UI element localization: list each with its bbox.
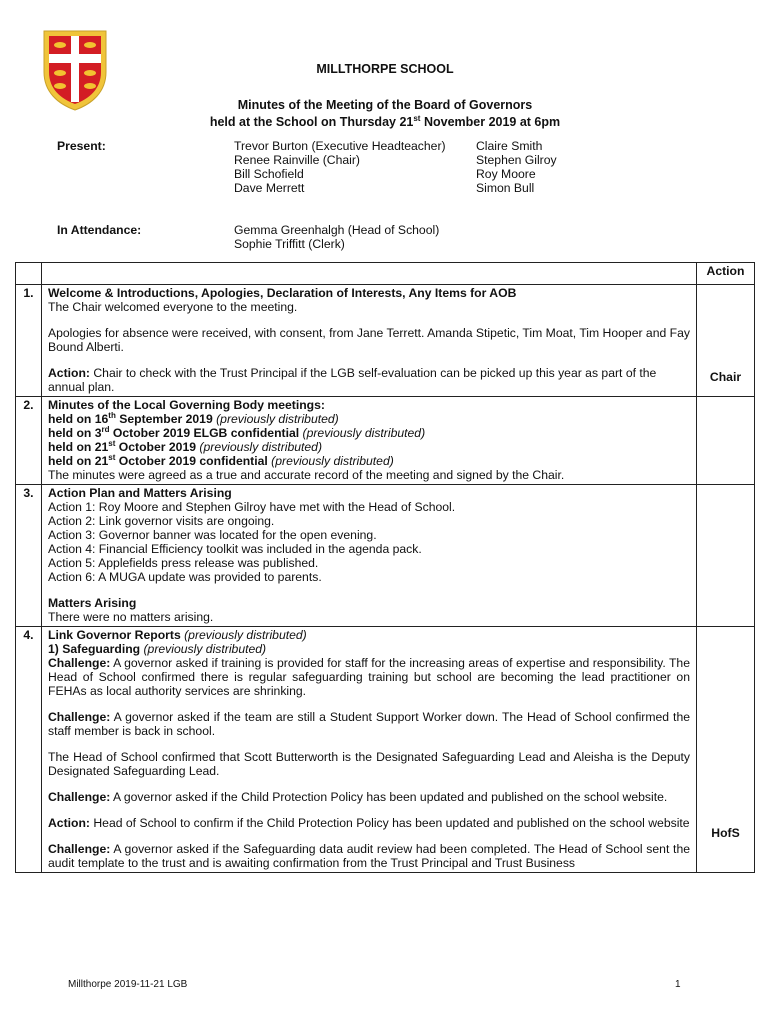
present-name: Renee Rainville (Chair) [234, 153, 360, 167]
present-name: Dave Merrett [234, 181, 305, 195]
meeting-line: held on 16th September 2019 (previously distributed) [48, 410, 339, 426]
present-column-1 [234, 139, 446, 195]
item-body [42, 285, 697, 397]
action-owner: Chair [709, 370, 742, 384]
footer-document-id: Millthorpe 2019-11-21 LGB [68, 979, 188, 990]
meeting-title: Minutes of the Meeting of the Board of Governors [237, 98, 533, 112]
paragraph: Apologies for absence were received, with consent, from Jane Terrett. Amanda Stipetic, Tim Moat, Tim Hooper and Fay Bound Alberti. [48, 326, 690, 354]
challenge-paragraph: Challenge: A governor asked if the team are still a Student Support Worker down. The Head of School confirmed the staff member is back in school. [48, 710, 690, 738]
item-title: Welcome & Introductions, Apologies, Declaration of Interests, Any Items for AOB [48, 286, 517, 300]
item-title: Minutes of the Local Governing Body meetings: [48, 398, 325, 412]
minutes-table [15, 262, 755, 873]
paragraph: The Head of School confirmed that Scott Butterworth is the Designated Safeguarding Lead and Aleisha is the Deputy Designated Safeguarding Lead. [48, 750, 690, 778]
agenda-item-2 [16, 397, 755, 485]
meeting-line: held on 3rd October 2019 ELGB confidential (previously distributed) [48, 424, 426, 440]
item-number: 4. [16, 627, 42, 873]
item-title: Action Plan and Matters Arising [48, 486, 232, 500]
agenda-item-3 [16, 485, 755, 627]
item-body [42, 627, 697, 873]
sub-title: 1) Safeguarding (previously distributed) [48, 642, 267, 656]
challenge-paragraph: Challenge: A governor asked if training is provided for staff for the increasing areas of expertise and responsibility. The Head of School confirmed there is regular safeguarding training but school are becoming the lead practitioner on FEHAs as local authority services are shrinking. [48, 656, 690, 698]
action-line: Action 3: Governor banner was located for the open evening. [48, 528, 377, 542]
action-owner-cell [697, 627, 755, 873]
item-number: 3. [16, 485, 42, 627]
action-owner: HofS [711, 826, 740, 840]
item-number: 1. [16, 285, 42, 397]
present-name: Claire Smith [476, 139, 543, 153]
agenda-item-4 [16, 627, 755, 873]
present-column-2 [476, 139, 557, 195]
action-line: Action 2: Link governor visits are ongoing. [48, 514, 275, 528]
action-column-header: Action [697, 263, 755, 285]
challenge-paragraph: Challenge: A governor asked if the Child Protection Policy has been updated and published on the school website. [48, 790, 668, 804]
present-name: Simon Bull [476, 181, 535, 195]
table-header-row [16, 263, 755, 285]
meeting-held-line: held at the School on Thursday 21st November 2019 at 6pm [209, 113, 561, 129]
attendance-label: In Attendance: [57, 223, 142, 237]
item-body [42, 485, 697, 627]
agenda-item-1 [16, 285, 755, 397]
attendance-column [234, 223, 439, 251]
attendance-name: Gemma Greenhalgh (Head of School) [234, 223, 440, 237]
action-line: Action 5: Applefields press release was published. [48, 556, 319, 570]
meeting-line: held on 21st October 2019 confidential (previously distributed) [48, 452, 394, 468]
present-label: Present: [57, 139, 106, 153]
paragraph: There were no matters arising. [48, 610, 214, 624]
paragraph: The Chair welcomed everyone to the meeting. [48, 300, 298, 314]
action-paragraph: Action: Head of School to confirm if the Child Protection Policy has been updated and published on the school website [48, 816, 690, 830]
matters-arising-title: Matters Arising [48, 596, 137, 610]
item-title: Link Governor Reports (previously distributed) [48, 628, 307, 642]
action-line: Action 4: Financial Efficiency toolkit was included in the agenda pack. [48, 542, 422, 556]
present-name: Stephen Gilroy [476, 153, 557, 167]
paragraph: The minutes were agreed as a true and accurate record of the meeting and signed by the Chair. [48, 468, 565, 482]
present-name: Bill Schofield [234, 167, 304, 181]
present-name: Trevor Burton (Executive Headteacher) [234, 139, 446, 153]
action-owner-cell [697, 285, 755, 397]
action-paragraph: Action: Chair to check with the Trust Principal if the LGB self-evaluation can be picked up this year as part of the annual plan. [48, 366, 657, 394]
attendance-name: Sophie Triffitt (Clerk) [234, 237, 345, 251]
item-number: 2. [16, 397, 42, 485]
action-line: Action 1: Roy Moore and Stephen Gilroy have met with the Head of School. [48, 500, 456, 514]
challenge-paragraph: Challenge: A governor asked if the Safeguarding data audit review had been completed. The Head of School sent the audit template to the trust and is awaiting confirmation from the Trust Principal and Trust Business [48, 842, 690, 870]
meeting-line: held on 21st October 2019 (previously distributed) [48, 438, 323, 454]
present-name: Roy Moore [476, 167, 536, 181]
item-body [42, 397, 697, 485]
footer-page-number: 1 [675, 979, 681, 990]
action-line: Action 6: A MUGA update was provided to parents. [48, 570, 322, 584]
school-name: MILLTHORPE SCHOOL [316, 62, 454, 76]
